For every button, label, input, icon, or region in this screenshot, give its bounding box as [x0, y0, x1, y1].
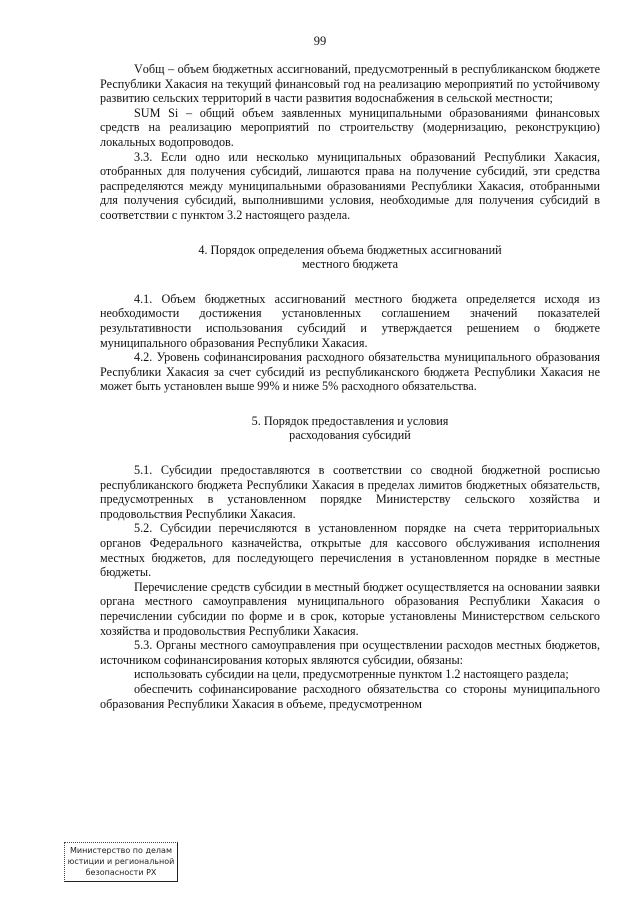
- page-number: 99: [313, 34, 327, 48]
- paragraph-cofinancing: обеспечить софинансирование расходного обязательства со стороны муниципального образования Республики Хакасия в объеме, предусмотренном: [100, 681, 600, 711]
- definition-sum-si: SUM Si – общий объем заявленных муниципальными образованиями финансовых средств на реализацию мероприятий по строительству (модернизацию, реконструкцию) локальных водопроводов.: [100, 105, 600, 149]
- stamp-line-3: безопасности РХ: [85, 868, 157, 877]
- paragraph-5-1: 5.1. Субсидии предоставляются в соответствии со сводной бюджетной росписью республиканского бюджета Республики Хакасия в пределах лимитов бюджетных обязательств, предусмотренных в установленном порядке Министерству сельского хозяйства и продовольствия Республики Хакасия.: [100, 463, 600, 521]
- paragraph-4-1: 4.1. Объем бюджетных ассигнований местного бюджета определяется исходя из необходимости достижения установленных соглашением значений показателей результативности использования субсидий и утверждается решением о бюджете муниципального образования Республики Хакасия.: [100, 291, 600, 350]
- paragraph-5-3: 5.3. Органы местного самоуправления при осуществлении расходов местных бюджетов, источником софинансирования которых являются субсидии, обязаны:: [100, 638, 600, 667]
- stamp-line-2: юстиции и региональной: [67, 857, 175, 866]
- section-5-heading-line2: расходования субсидий: [289, 428, 411, 443]
- section-5-heading-line1: 5. Порядок предоставления и условия: [251, 413, 449, 428]
- paragraph-5-2: 5.2. Субсидии перечисляются в установленном порядке на счета территориальных органов Федерального казначейства, открытые для кассового обслуживания исполнения местных бюджетов, для последующего перечисления в установленном порядке в местные бюджеты.: [100, 521, 600, 580]
- paragraph-transfer: Перечисление средств субсидии в местный бюджет осуществляется на основании заявки органа местного самоуправления муниципального образования Республики Хакасия о перечислении субсидии по форме и в срок, которые установлены Министерством сельского хозяйства и продовольствия Республики Хакасия.: [100, 579, 600, 638]
- document-body: [100, 62, 600, 711]
- paragraph-use-subsidies: использовать субсидии на цели, предусмотренные пунктом 1.2 настоящего раздела;: [134, 667, 569, 682]
- section-4-heading-line2: местного бюджета: [301, 257, 399, 272]
- paragraph-3-3: 3.3. Если одно или несколько муниципальных образований Республики Хакасия, отобранных для получения субсидий, лишаются права на получение субсидий, эти средства распределяются между муниципальными образованиями Республики Хакасия, отобранными для получения субсидий, выполнившими условия, необходимые для получения субсидий в соответствии с пунктом 3.2 настоящего раздела.: [100, 149, 600, 222]
- stamp-line-1: Министерство по делам: [70, 846, 172, 855]
- section-4-heading-line1: 4. Порядок определения объема бюджетных ассигнований: [198, 242, 502, 257]
- registration-stamp: [64, 842, 178, 882]
- paragraph-4-2: 4.2. Уровень софинансирования расходного обязательства муниципального образования Республики Хакасия за счет субсидий из республиканского бюджета Республики Хакасия не может быть установлен выше 99% и ниже 5% расходного обязательства.: [100, 350, 600, 394]
- definition-vobsh: Vобщ – объем бюджетных ассигнований, предусмотренный в республиканском бюджете Республики Хакасия на текущий финансовый год на реализацию мероприятий по устойчивому развитию сельских территорий в части развития водоснабжения в сельской местности;: [100, 62, 600, 106]
